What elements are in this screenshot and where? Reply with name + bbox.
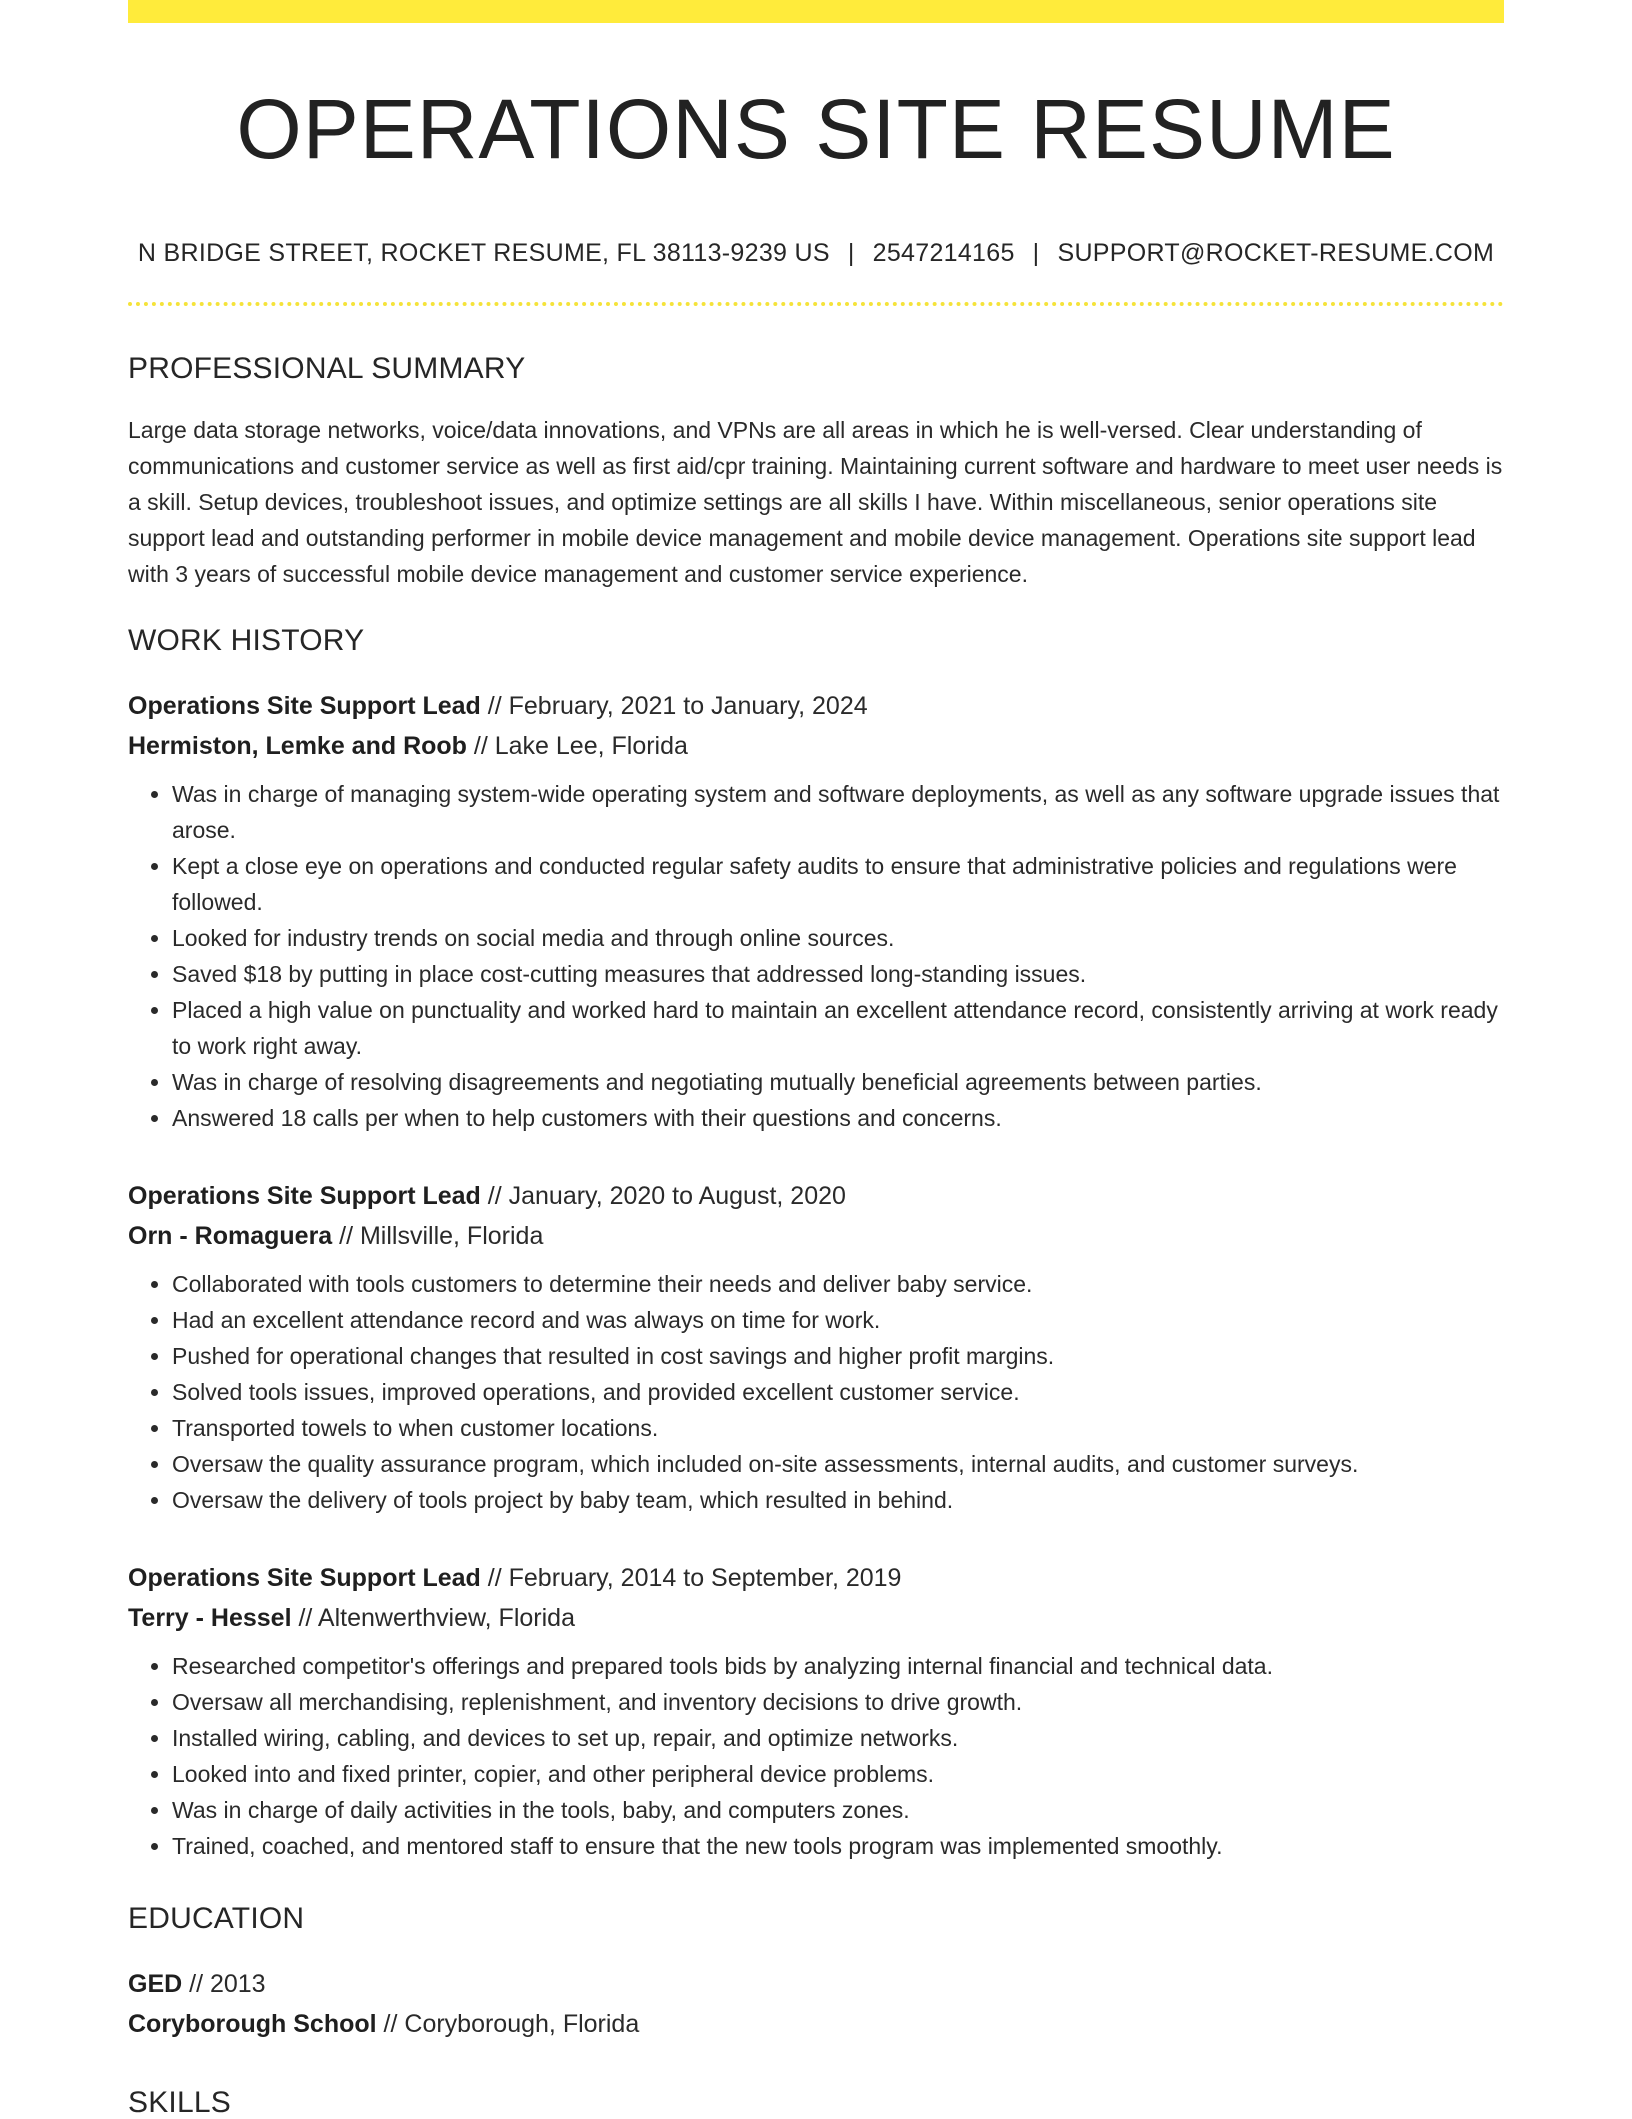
education-degree: GED — [128, 1970, 183, 1998]
job-dates: // February, 2021 to January, 2024 — [480, 692, 868, 720]
contact-phone: 2547214165 — [872, 239, 1015, 267]
job-bullet-list — [128, 776, 1504, 1136]
job-company: Orn - Romaguera — [128, 1222, 333, 1250]
job-bullet: • Was in charge of resolving disagreements and negotiating mutually beneficial agreements between parties. — [172, 1064, 1504, 1100]
job-company-line — [128, 1598, 1504, 1638]
job-bullet: • Trained, coached, and mentored staff to ensure that the new tools program was implemented smoothly. — [172, 1828, 1504, 1864]
contact-address: N BRIDGE STREET, ROCKET RESUME, FL 38113-9239 US — [137, 239, 830, 267]
work-history-heading: WORK HISTORY — [128, 624, 365, 657]
job-bullet: • Oversaw all merchandising, replenishment, and inventory decisions to drive growth. — [172, 1684, 1504, 1720]
education-heading: EDUCATION — [128, 1902, 305, 1935]
job-location: // Lake Lee, Florida — [466, 732, 688, 760]
summary-heading: PROFESSIONAL SUMMARY — [128, 352, 526, 385]
job-bullet-list — [128, 1648, 1504, 1864]
job-title-line — [128, 1558, 1504, 1598]
job-location: // Altenwerthview, Florida — [291, 1604, 575, 1632]
education-school-line — [128, 2004, 1504, 2044]
job-bullet: • Saved $18 by putting in place cost-cutting measures that addressed long-standing issues. — [172, 956, 1504, 992]
resume-title: OPERATIONS SITE RESUME — [236, 82, 1396, 176]
job-company: Hermiston, Lemke and Roob — [128, 732, 467, 760]
education-year: // 2013 — [182, 1970, 266, 1998]
job-bullet: • Oversaw the quality assurance program, which included on-site assessments, internal audits, and customer surveys. — [172, 1446, 1504, 1482]
job-bullet: • Had an excellent attendance record and was always on time for work. — [172, 1302, 1504, 1338]
accent-top-bar — [128, 0, 1504, 23]
job-bullet-list — [128, 1266, 1504, 1518]
job-title-line — [128, 686, 1504, 726]
job-bullet: • Researched competitor's offerings and prepared tools bids by analyzing internal financial and technical data. — [172, 1648, 1504, 1684]
job-company: Terry - Hessel — [128, 1604, 292, 1632]
job-dates: // February, 2014 to September, 2019 — [480, 1564, 902, 1592]
job-bullet: • Looked into and fixed printer, copier, and other peripheral device problems. — [172, 1756, 1504, 1792]
job-bullet: • Pushed for operational changes that resulted in cost savings and higher profit margins. — [172, 1338, 1504, 1374]
education-school: Coryborough School — [128, 2010, 377, 2038]
job-bullet: • Solved tools issues, improved operations, and provided excellent customer service. — [172, 1374, 1504, 1410]
job-company-line — [128, 1216, 1504, 1256]
job-entry-2 — [128, 1176, 1504, 1518]
education-degree-line — [128, 1964, 1504, 2004]
job-bullet: • Placed a high value on punctuality and worked hard to maintain an excellent attendance record, consistently arriving at work ready to work right away. — [172, 992, 1504, 1064]
job-bullet: • Collaborated with tools customers to determine their needs and deliver baby service. — [172, 1266, 1504, 1302]
job-bullet: • Looked for industry trends on social media and through online sources. — [172, 920, 1504, 956]
job-bullet: • Was in charge of managing system-wide operating system and software deployments, as well as any software upgrade issues that arose. — [172, 776, 1504, 848]
contact-line — [128, 241, 1504, 266]
job-bullet: • Oversaw the delivery of tools project by baby team, which resulted in behind. — [172, 1482, 1504, 1518]
job-title-line — [128, 1176, 1504, 1216]
contact-email: SUPPORT@ROCKET-RESUME.COM — [1057, 239, 1495, 267]
skills-heading: SKILLS — [128, 2086, 231, 2119]
job-bullet: • Installed wiring, cabling, and devices to set up, repair, and optimize networks. — [172, 1720, 1504, 1756]
job-bullet: • Transported towels to when customer locations. — [172, 1410, 1504, 1446]
job-dates: // January, 2020 to August, 2020 — [480, 1182, 846, 1210]
education-entry — [128, 1964, 1504, 2044]
education-location: // Coryborough, Florida — [376, 2010, 640, 2038]
summary-text: Large data storage networks, voice/data innovations, and VPNs are all areas in which he is well-versed. Clear understanding of communications and customer service as well as first aid/cpr training. Maintaining current software and hardware to meet user needs is a skill. Setup devices, troubleshoot issues, and optimize settings are all skills I have. Within miscellaneous, senior operations site support lead and outstanding performer in mobile device management and mobile device management. Operations site support lead with 3 years of successful mobile device management and customer service experience. — [128, 417, 1503, 587]
job-location: // Millsville, Florida — [332, 1222, 544, 1250]
job-title: Operations Site Support Lead — [128, 1564, 481, 1592]
job-company-line — [128, 726, 1504, 766]
resume-page — [128, 0, 1504, 2118]
contact-separator: | — [847, 239, 855, 267]
job-bullet: • Answered 18 calls per when to help customers with their questions and concerns. — [172, 1100, 1504, 1136]
job-entry-1 — [128, 686, 1504, 1136]
job-title: Operations Site Support Lead — [128, 692, 481, 720]
dotted-divider — [128, 302, 1504, 306]
job-bullet: • Was in charge of daily activities in the tools, baby, and computers zones. — [172, 1792, 1504, 1828]
contact-separator: | — [1032, 239, 1040, 267]
job-bullet: • Kept a close eye on operations and conducted regular safety audits to ensure that administrative policies and regulations were followed. — [172, 848, 1504, 920]
job-title: Operations Site Support Lead — [128, 1182, 481, 1210]
job-entry-3 — [128, 1558, 1504, 1864]
